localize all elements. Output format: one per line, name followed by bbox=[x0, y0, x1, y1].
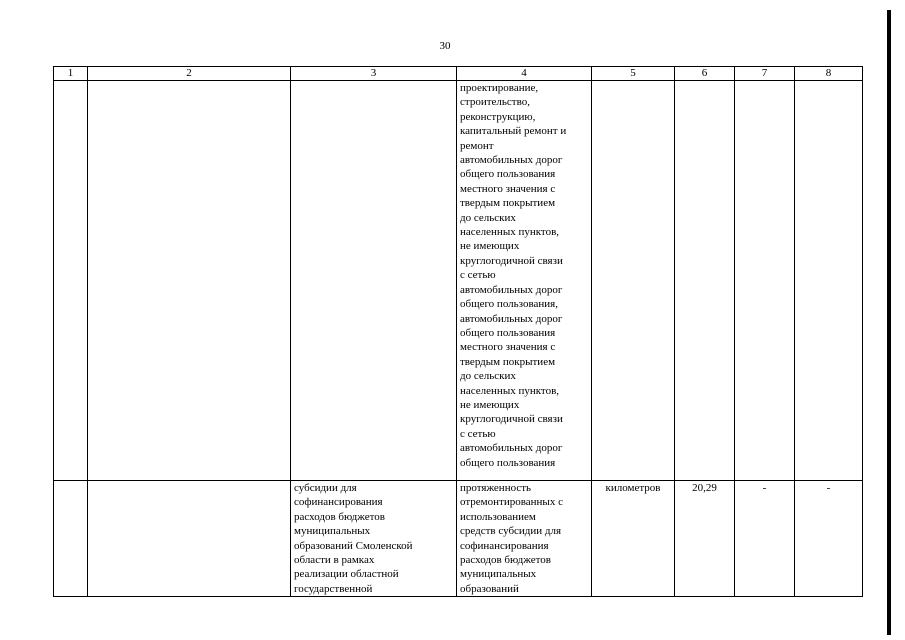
text-line: с сетью bbox=[460, 269, 496, 282]
text-line: реализации областной bbox=[294, 568, 399, 581]
row1-col2 bbox=[88, 81, 291, 481]
text-line: твердым покрытием bbox=[460, 355, 556, 368]
text-line: общего пользования bbox=[460, 168, 556, 181]
header-cell-8: 8 bbox=[795, 67, 863, 81]
text-line: до сельских bbox=[460, 211, 516, 224]
text-line: населенных пунктов, bbox=[460, 384, 560, 397]
row2-col3 bbox=[291, 481, 457, 597]
text-line: местного значения с bbox=[460, 341, 556, 354]
text-line: государственной bbox=[294, 582, 373, 595]
text-line: общего пользования, bbox=[460, 298, 558, 311]
row1-col3 bbox=[291, 81, 457, 481]
text-line: использованием bbox=[460, 510, 536, 523]
row2-col5-unit: километров bbox=[592, 481, 675, 597]
text-line: населенных пунктов, bbox=[460, 226, 560, 239]
text-line: не имеющих bbox=[460, 240, 520, 253]
row1-col8 bbox=[795, 81, 863, 481]
text-line: отремонтированных с bbox=[460, 496, 563, 509]
text-line: протяженность bbox=[460, 482, 532, 494]
text-line: средств субсидии для bbox=[460, 525, 562, 538]
header-row bbox=[54, 67, 863, 81]
header-cell-3: 3 bbox=[291, 67, 457, 81]
header-cell-4: 4 bbox=[457, 67, 592, 81]
text-line: субсидии для bbox=[294, 482, 357, 494]
row2-col2 bbox=[88, 481, 291, 597]
text-line: автомобильных дорог bbox=[460, 312, 563, 325]
header-cell-5: 5 bbox=[592, 67, 675, 81]
text-line: области в рамках bbox=[294, 554, 375, 567]
text-line: муниципальных bbox=[294, 525, 371, 538]
text-line: автомобильных дорог bbox=[460, 283, 563, 296]
text-line: образований bbox=[460, 582, 519, 595]
text-line: образований Смоленской bbox=[294, 539, 413, 552]
text-line: общего пользования bbox=[460, 326, 556, 339]
row1-col6 bbox=[675, 81, 735, 481]
row1-col7 bbox=[735, 81, 795, 481]
text-line: муниципальных bbox=[460, 568, 537, 581]
text-line: с сетью bbox=[460, 427, 496, 440]
data-table bbox=[53, 66, 863, 597]
text-line: софинансирования bbox=[294, 496, 383, 509]
table-row bbox=[54, 481, 863, 597]
row1-col5 bbox=[592, 81, 675, 481]
row1-col1 bbox=[54, 81, 88, 481]
header-cell-1: 1 bbox=[54, 67, 88, 81]
table-row bbox=[54, 81, 863, 481]
row2-col1 bbox=[54, 481, 88, 597]
row2-col4 bbox=[457, 481, 592, 597]
text-line: автомобильных дорог bbox=[460, 442, 563, 455]
text-line: расходов бюджетов bbox=[460, 554, 551, 567]
text-line: автомобильных дорог bbox=[460, 154, 563, 167]
text-line: капитальный ремонт и bbox=[460, 125, 567, 138]
row2-col8-value: - bbox=[795, 481, 863, 597]
row2-col7-value: - bbox=[735, 481, 795, 597]
row2-col6-value: 20,29 bbox=[675, 481, 735, 597]
text-line: до сельских bbox=[460, 370, 516, 383]
text-line: софинансирования bbox=[460, 539, 549, 552]
row1-col4 bbox=[457, 81, 592, 481]
text-line: строительство, bbox=[460, 96, 530, 109]
text-line: реконструкцию, bbox=[460, 110, 536, 123]
text-line: ремонт bbox=[460, 139, 494, 152]
text-line: круглогодичной связи bbox=[460, 413, 563, 426]
header-cell-6: 6 bbox=[675, 67, 735, 81]
text-line: не имеющих bbox=[460, 398, 520, 411]
text-line: круглогодичной связи bbox=[460, 254, 563, 267]
text-line: общего пользования bbox=[460, 456, 556, 469]
text-line: твердым покрытием bbox=[460, 197, 556, 210]
header-cell-2: 2 bbox=[88, 67, 291, 81]
page-number: 30 bbox=[439, 40, 451, 52]
header-cell-7: 7 bbox=[735, 67, 795, 81]
text-line: местного значения с bbox=[460, 182, 556, 195]
right-margin-bar bbox=[887, 10, 891, 635]
text-line: расходов бюджетов bbox=[294, 510, 385, 523]
text-line: проектирование, bbox=[460, 82, 539, 94]
